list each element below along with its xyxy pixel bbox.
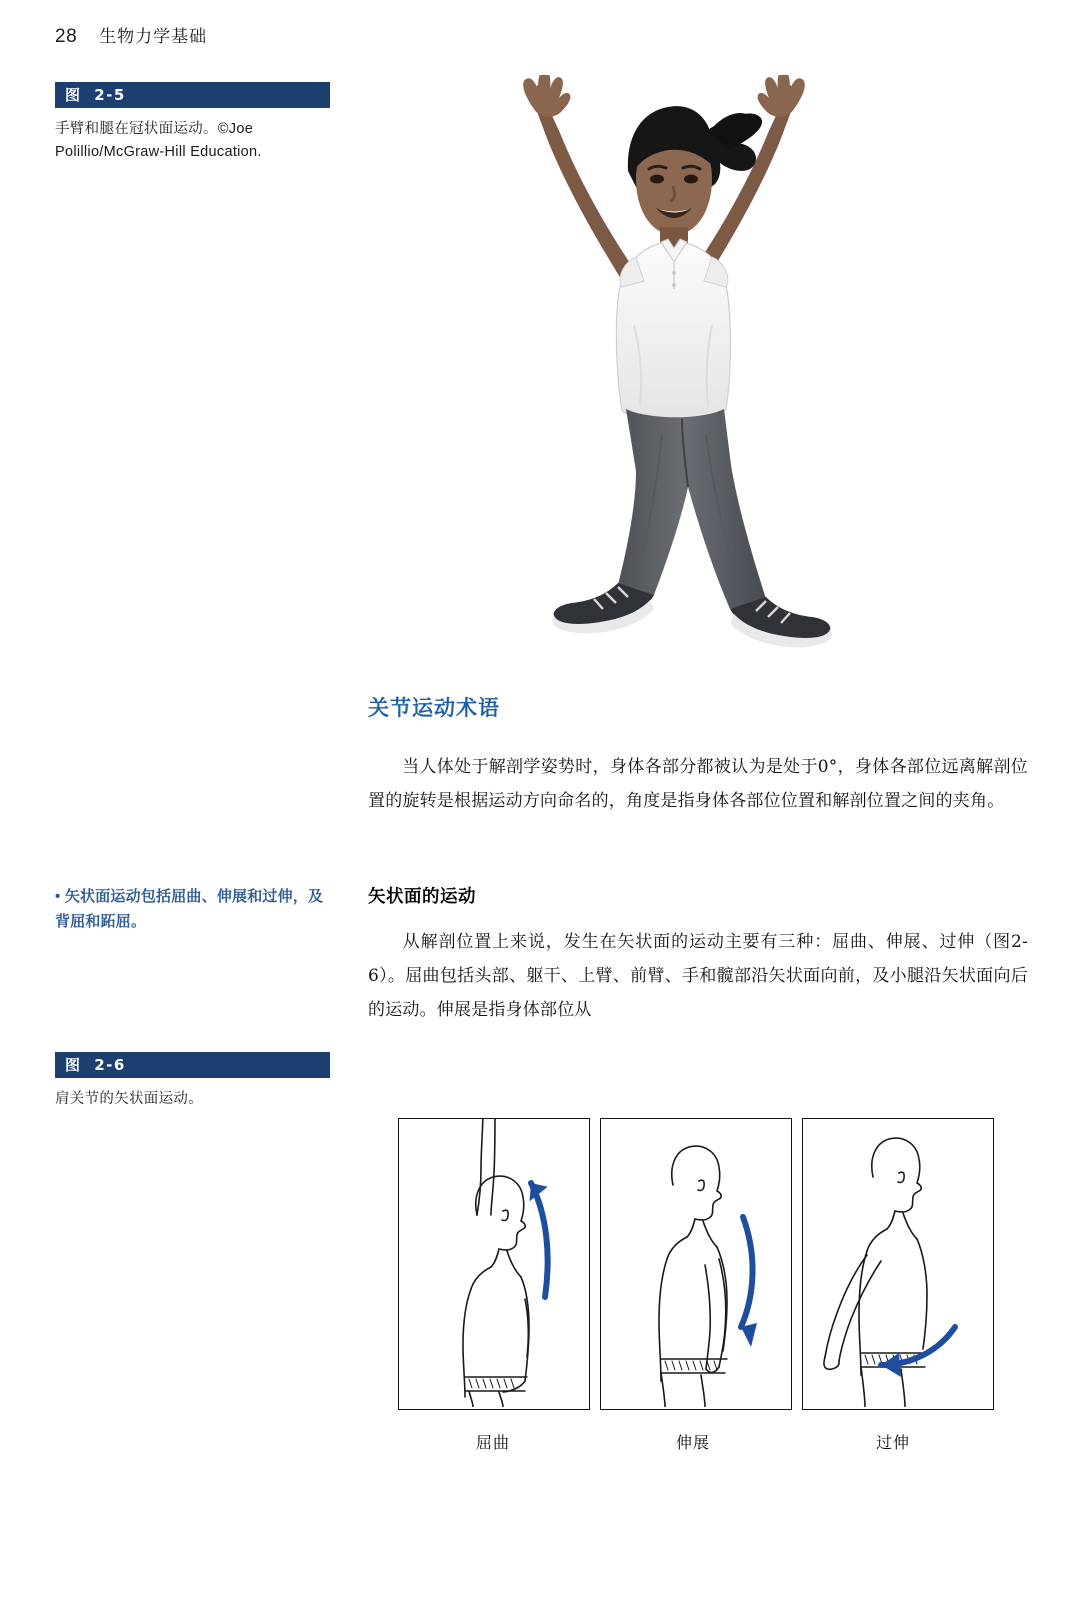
panel-label-hyperextension: 过伸: [875, 1435, 910, 1452]
panel-extension: [600, 1118, 792, 1410]
subheading-sagittal-motion: 矢状面的运动: [368, 886, 476, 906]
figure-2-6-panel-labels: [398, 1430, 998, 1453]
paragraph-anatomical-position: [368, 750, 1028, 818]
margin-note-sagittal: [55, 885, 327, 935]
figure-2-5-label-bar: [55, 82, 330, 108]
panel-flexion: [398, 1118, 590, 1410]
paragraph-1-text: 当人体处于解剖学姿势时，身体各部分都被认为是处于0°，身体各部位远离解剖位置的旋转是根据运动方向命名的，角度是指身体各部位位置和解剖位置之间的夹角。: [368, 757, 1028, 811]
paragraph-sagittal-motion: [368, 925, 1028, 1027]
figure-2-6-label-prefix: 图: [65, 1057, 82, 1074]
page-number: 28: [55, 26, 78, 47]
figure-2-5-photo: [430, 75, 900, 655]
section-heading-joint-terms: 关节运动术语: [368, 697, 500, 720]
figure-2-6-panels: [398, 1118, 994, 1410]
figure-2-6-label-number: 2-6: [94, 1056, 126, 1074]
margin-note-text: 矢状面运动包括屈曲、伸展和过伸，及背屈和跖屈。: [55, 888, 324, 930]
figure-2-5-label-number: 2-5: [94, 86, 126, 104]
panel-label-extension: 伸展: [675, 1435, 710, 1452]
panel-hyperextension: [802, 1118, 994, 1410]
figure-2-6-caption: 肩关节的矢状面运动。: [55, 1091, 203, 1107]
paragraph-2-text: 从解剖位置上来说，发生在矢状面的运动主要有三种：屈曲、伸展、过伸（图2-6）。屈曲包括头部、躯干、上臂、前臂、手和髋部沿矢状面向前，及小腿沿矢状面向后的运动。伸展是指身体部位从: [368, 932, 1028, 1020]
panel-label-flexion: 屈曲: [475, 1435, 510, 1452]
figure-2-5-label-prefix: 图: [65, 87, 82, 104]
running-head-title: 生物力学基础: [99, 27, 208, 46]
page-header: [55, 22, 207, 48]
margin-note-bullet: •: [55, 888, 61, 905]
figure-2-6-label-bar: [55, 1052, 330, 1078]
figure-2-5-caption: 手臂和腿在冠状面运动。©Joe Polillio/McGraw-Hill Education.: [55, 121, 262, 161]
